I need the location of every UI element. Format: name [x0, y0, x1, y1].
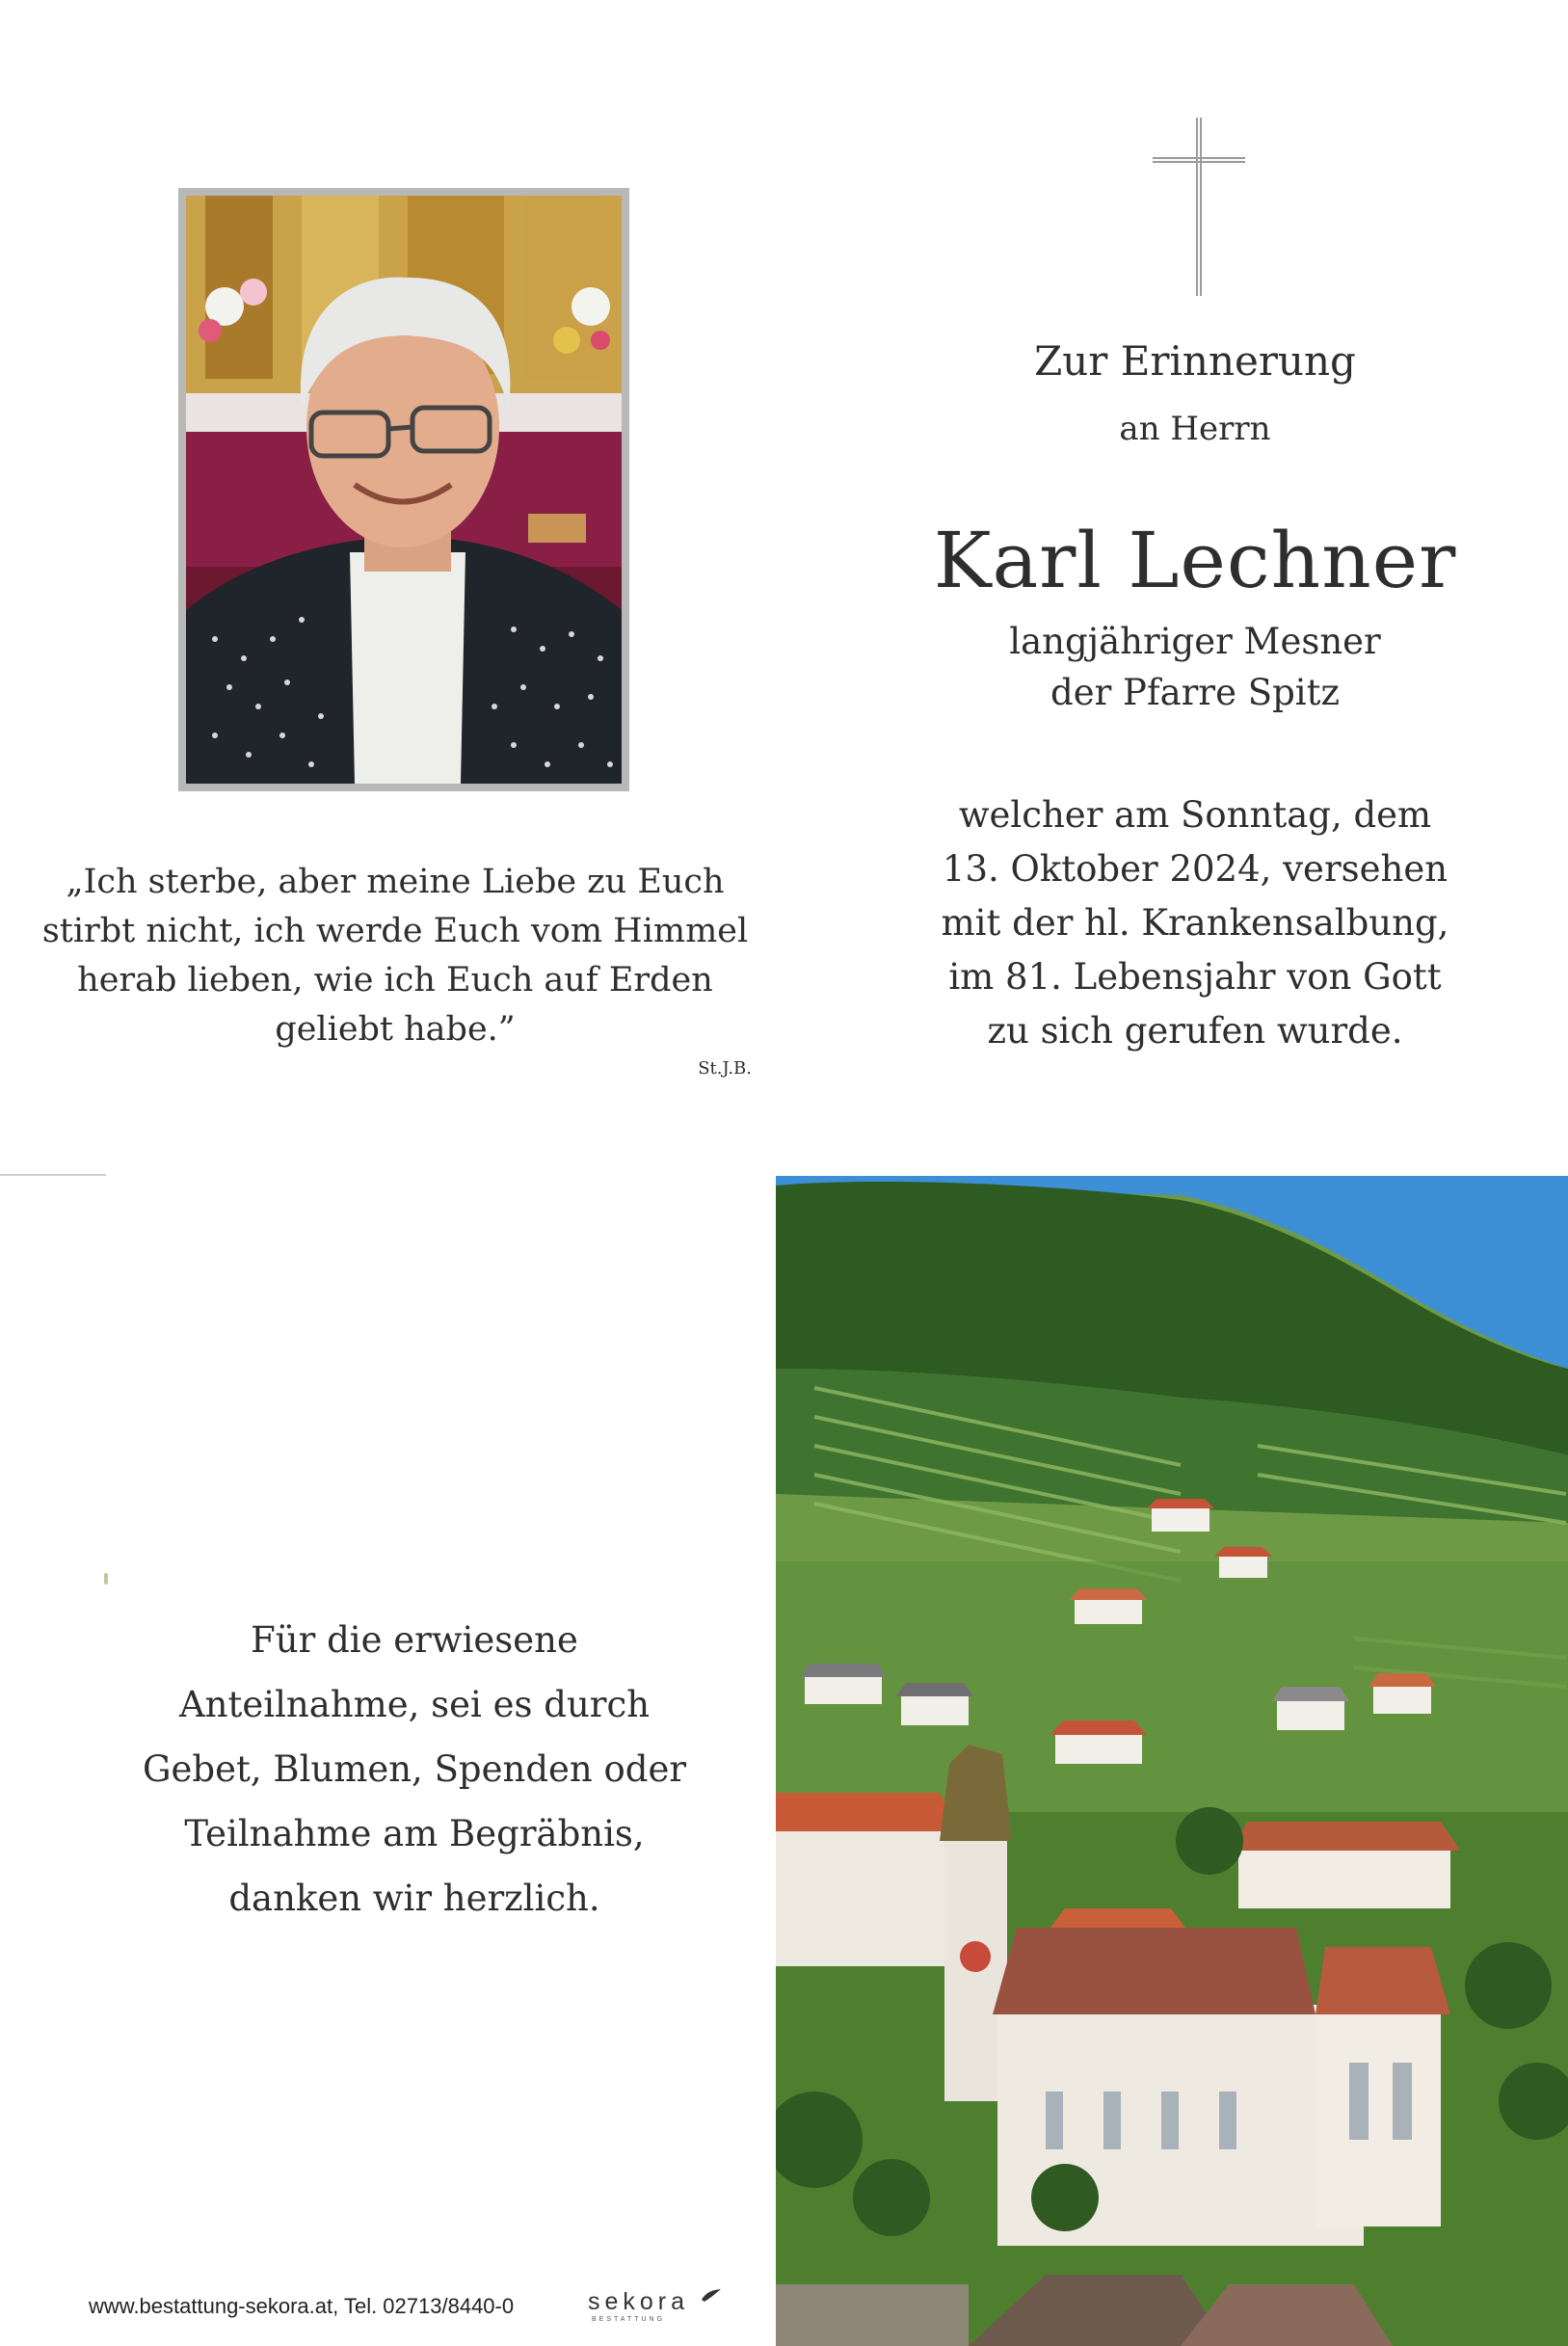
thanks-text [77, 1608, 752, 1931]
thanks-line: Anteilnahme, sei es durch [178, 1684, 651, 1725]
death-notice [916, 788, 1475, 1058]
cross-icon [1153, 118, 1245, 296]
quote [39, 858, 752, 1054]
death-line: 13. Oktober 2024, versehen [942, 848, 1448, 890]
company-logo [588, 2288, 722, 2316]
death-line: zu sich gerufen wurde. [987, 1010, 1403, 1052]
footer-contact: www.bestattung-sekora.at, Tel. 02713/8440-0 [89, 2294, 515, 2318]
quote-line: stirbt nicht, ich werde Euch vom Himmel [41, 912, 749, 950]
portrait-photo [178, 188, 629, 791]
quote-line: „Ich sterbe, aber meine Liebe zu Euch [66, 863, 725, 901]
role-line: der Pfarre Spitz [1050, 672, 1340, 713]
logo-text: sekora [588, 2288, 690, 2315]
portrait-image [186, 196, 622, 784]
intro-heading: Zur Erinnerung [1034, 337, 1356, 385]
fold-divider [0, 1174, 106, 1176]
bird-icon [701, 2288, 722, 2304]
thanks-line: danken wir herzlich. [228, 1878, 600, 1919]
thanks-line: Für die erwiesene [251, 1619, 578, 1661]
village-image [776, 1176, 1568, 2346]
death-line: welcher am Sonntag, dem [958, 794, 1432, 836]
quote-line: geliebt habe.” [275, 1010, 516, 1049]
deceased-name: Karl Lechner [933, 516, 1457, 605]
death-line: mit der hl. Krankensalbung, [941, 902, 1449, 944]
thanks-line: Teilnahme am Begräbnis, [184, 1813, 645, 1854]
thanks-line: Gebet, Blumen, Spenden oder [142, 1748, 687, 1790]
death-line: im 81. Lebensjahr von Gott [948, 956, 1442, 998]
quote-line: herab lieben, wie ich Euch auf Erden [77, 961, 713, 1000]
paper-speck [104, 1573, 108, 1585]
village-photo [776, 1176, 1568, 2346]
quote-source: St.J.B. [698, 1058, 752, 1079]
intro-subheading: an Herrn [1119, 410, 1271, 448]
logo-subtitle: BESTATTUNG [592, 2316, 666, 2323]
role-line: langjähriger Mesner [1009, 621, 1381, 662]
